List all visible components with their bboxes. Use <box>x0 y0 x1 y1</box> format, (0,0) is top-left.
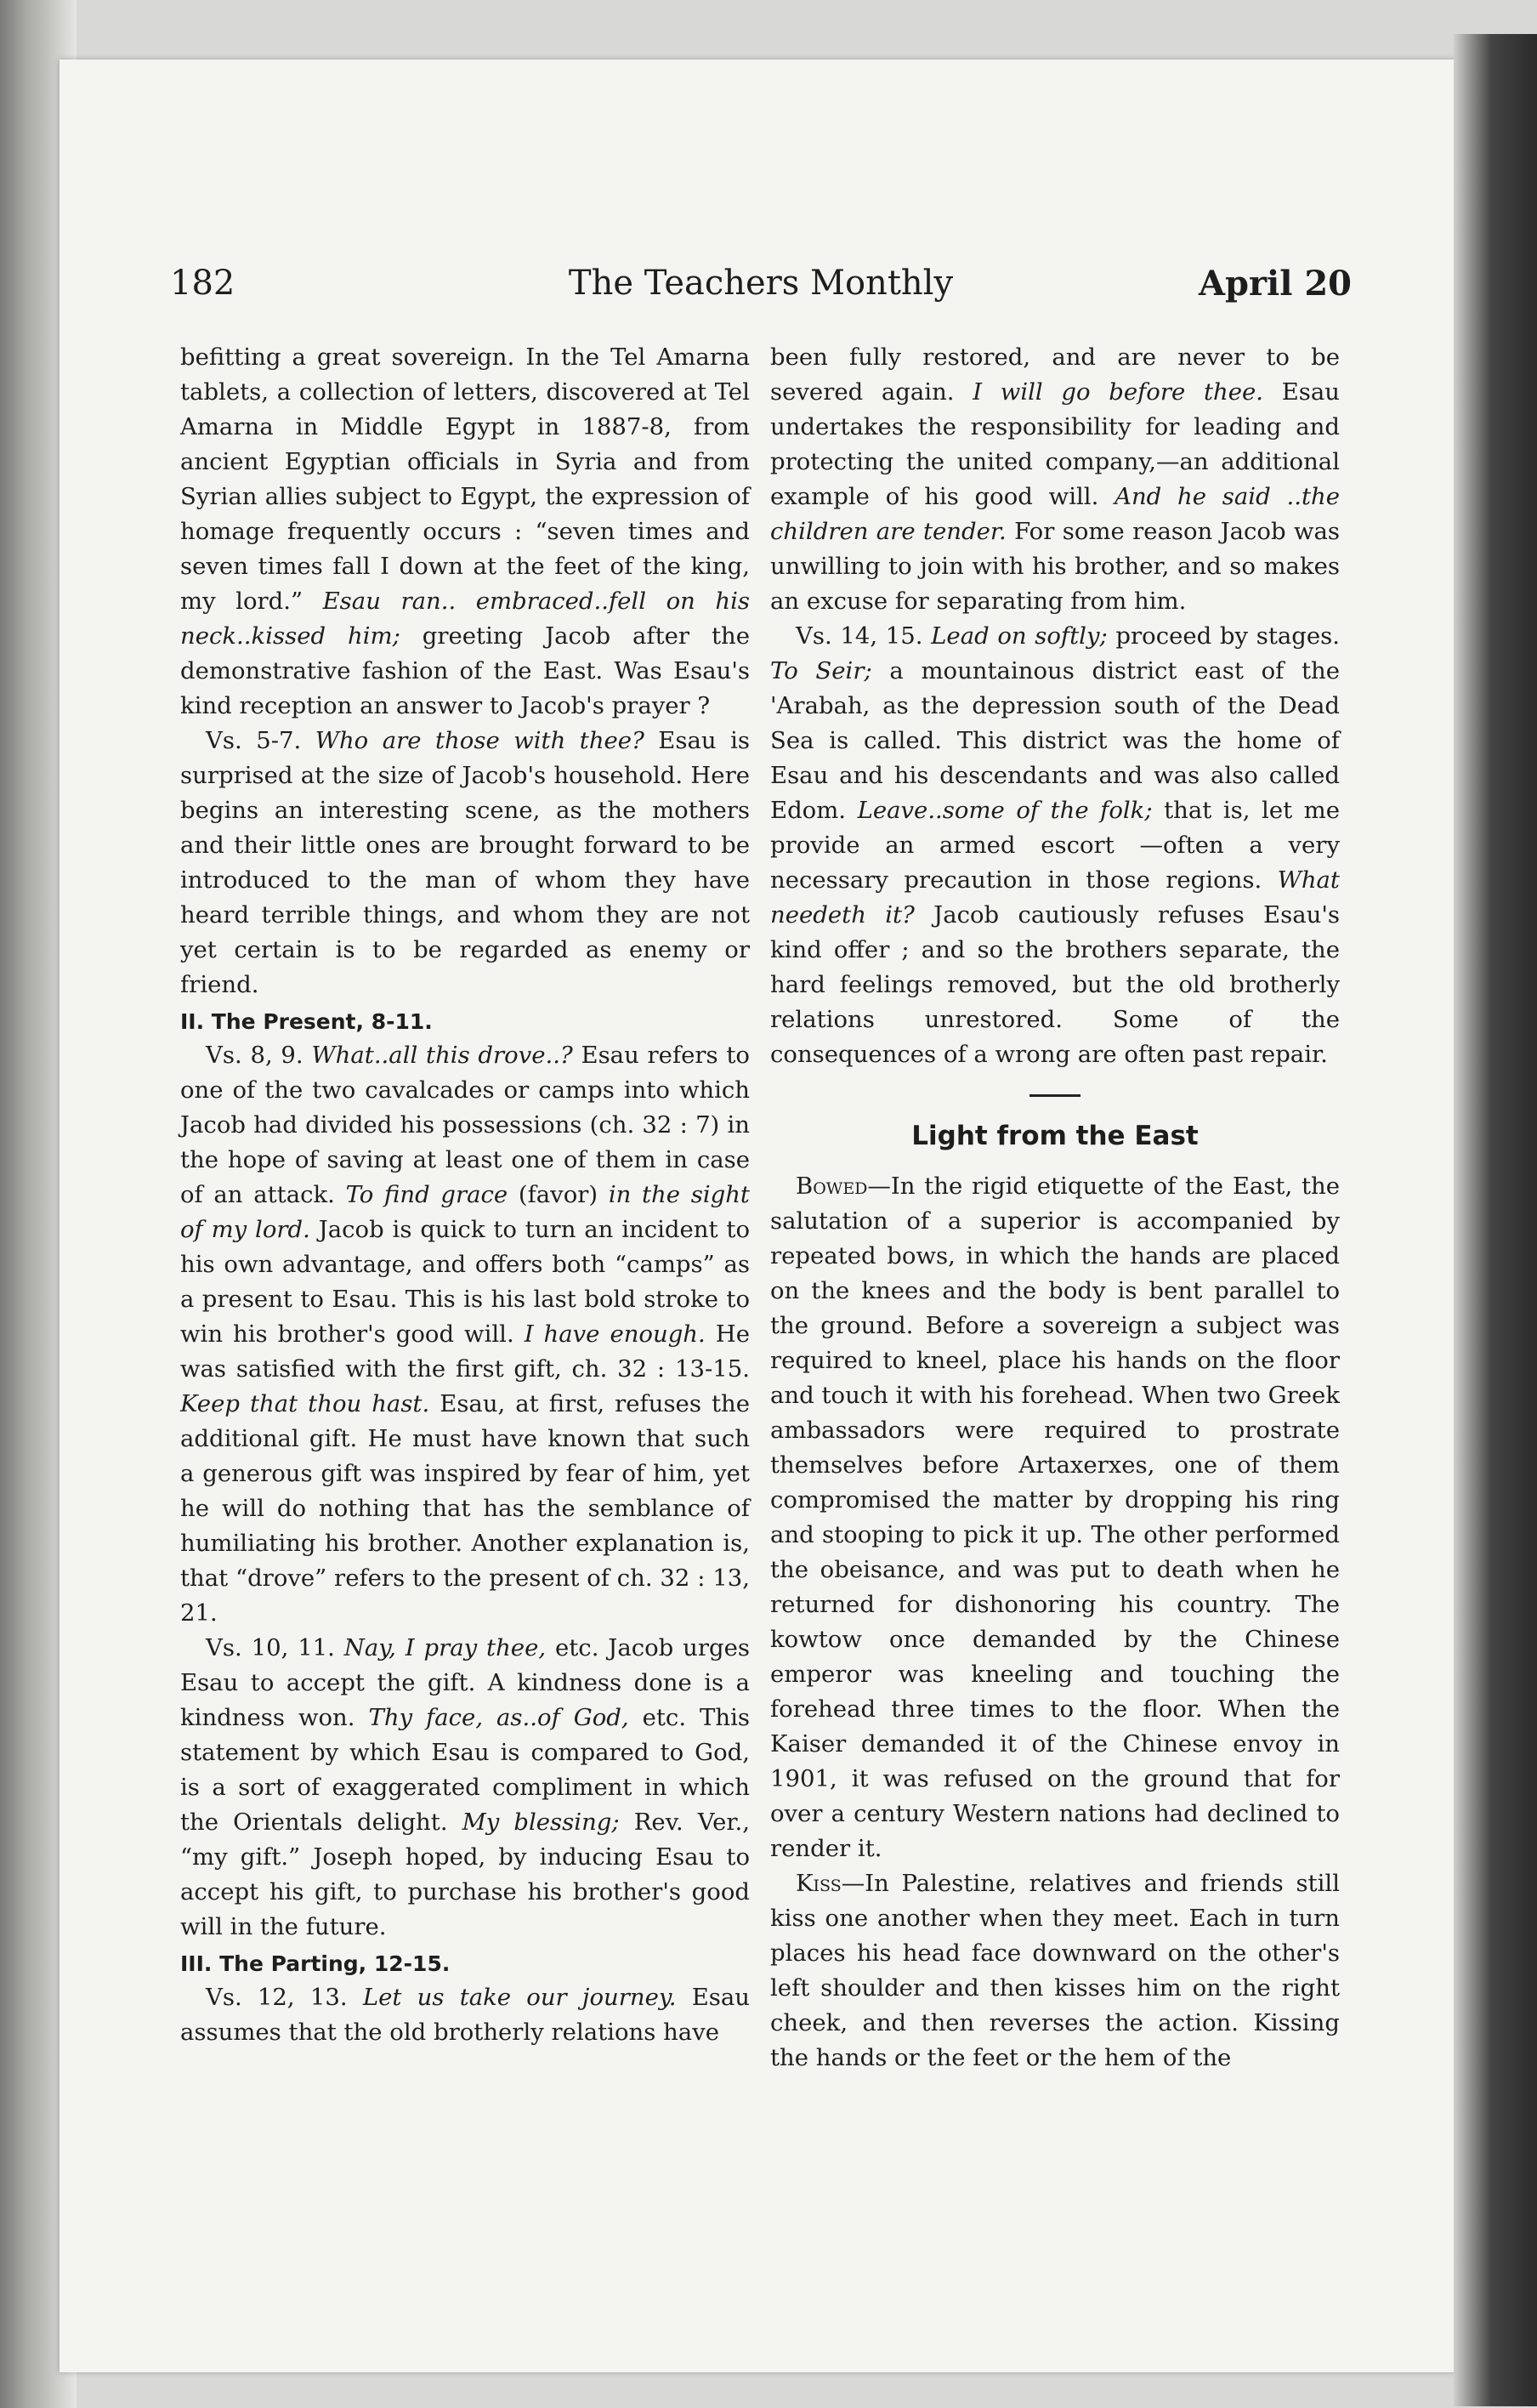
text-run: befitting a great sovereign. In the Tel Amarna tablets, a collection of letters, discovered at Tel Amarna in Middle Egypt in 1887-8, from ancient Egyptian officials in Syria and from Syrian allies subject to Egypt, the expression of homage frequently occurs : “seven times and seven times fall I down at the feet of the king, my lord.” <box>180 344 750 615</box>
text-run: Esau, at first, refuses the additional gift. He must have known that such a generous gift was inspired by fear of him, yet he will do nothing that has the semblance of humiliating his brother. Another explanation is, that “drove” refers to the present of ch. 32 : 13, 21. <box>180 1390 750 1627</box>
text-run: Esau is surprised at the size of Jacob's household. Here begins an interesting scene, as the mothers and their little ones are brought forward to be introduced to the man of whom they have heard terrible things, and whom they are not yet certain is to be regarded as enemy or friend. <box>180 727 750 998</box>
issue-date: April 20 <box>1198 264 1352 304</box>
verse-ref: Vs. 12, 13. <box>206 1984 363 2011</box>
text-run: etc. Jacob urges Esau to accept the gift. A kindness done is a kindness won. <box>180 1634 751 1731</box>
adjacent-page-shadow <box>1454 34 1537 2406</box>
section-divider <box>1029 1094 1080 1097</box>
text-run: Esau undertakes the responsibility for leading and protecting the united company,—an additional example of his good will. <box>770 378 1340 510</box>
scripture-quote: My blessing; <box>462 1809 620 1836</box>
section-heading: II. The Present, 8-11. <box>180 1009 433 1034</box>
paragraph <box>770 340 1340 619</box>
running-head <box>170 264 1352 323</box>
paragraph <box>770 1169 1340 1866</box>
right-column <box>770 340 1340 2076</box>
paragraph <box>770 619 1340 1072</box>
scripture-quote: I will go before thee. <box>973 378 1264 406</box>
scripture-quote: Nay, I pray thee, <box>343 1634 547 1661</box>
scripture-quote: in the sight of my lord. <box>180 1181 750 1243</box>
paragraph <box>180 724 750 1002</box>
section-heading: III. The Parting, 12-15. <box>180 1951 451 1976</box>
scripture-quote: To Seir; <box>770 657 872 684</box>
scripture-quote: Lead on softly; <box>931 622 1108 650</box>
scripture-quote: Thy face, as..of God, <box>368 1704 629 1731</box>
text-run: proceed by stages. <box>1107 622 1341 650</box>
scripture-quote: And he said ..the children are tender. <box>770 483 1340 545</box>
text-run: For some reason Jacob was unwilling to join with his brother, and so makes an excuse for separating from him. <box>770 518 1340 615</box>
paragraph <box>180 1038 750 1631</box>
scripture-quote: Let us take our journey. <box>362 1984 677 2011</box>
scripture-quote: I have enough. <box>524 1320 706 1348</box>
paragraph <box>180 1980 750 2050</box>
scripture-quote: To find grace <box>345 1181 508 1208</box>
journal-title: The Teachers Monthly <box>568 264 954 303</box>
text-run: (favor) <box>508 1181 609 1208</box>
paragraph <box>180 340 750 724</box>
text-run: Jacob is quick to turn an incident to his own advantage, and offers both “camps” as a present to Esau. This is his last bold stroke to win his brother's good will. <box>180 1216 750 1348</box>
text-run: Rev. Ver., “my gift.” Joseph hoped, by inducing Esau to accept his gift, to purchase his brother's good will in the future. <box>180 1809 750 1940</box>
section-title: Light from the East <box>911 1121 1199 1151</box>
run-in-heading: Kiss <box>796 1870 842 1897</box>
text-run: Jacob cautiously refuses Esau's kind offer ; and so the brothers separate, the hard feelings removed, but the old brotherly relations unrestored. Some of the consequences of a wrong are often past repair. <box>770 901 1340 1068</box>
verse-ref: Vs. 10, 11. <box>206 1634 344 1661</box>
text-run: —In Palestine, relatives and friends still kiss one another when they meet. Each in turn places his head face downward on the other's left shoulder and then kisses him on the right cheek, and then reverses the action. Kissing the hands or the feet or the hem of the <box>770 1870 1340 2071</box>
scripture-quote: What..all this drove..? <box>311 1042 573 1069</box>
text-run: He was satisfied with the first gift, ch. 32 : 13-15. <box>180 1320 750 1383</box>
verse-ref: Vs. 14, 15. <box>796 622 932 650</box>
text-run: that is, let me provide an armed escort —often a very necessary precaution in those regions. <box>770 797 1341 894</box>
text-run: etc. This statement by which Esau is compared to God, is a sort of exaggerated compliment in which the Orientals delight. <box>180 1704 750 1836</box>
scripture-quote: What needeth it? <box>770 866 1340 929</box>
text-run: Esau refers to one of the two cavalcades or camps into which Jacob had divided his possessions (ch. 32 : 7) in the hope of saving at least one of them in case of an attack. <box>180 1042 750 1208</box>
scripture-quote: Leave..some of the folk; <box>857 797 1153 824</box>
left-column <box>180 340 750 2050</box>
paragraph <box>770 1866 1340 2076</box>
verse-ref: Vs. 5-7. <box>206 727 315 754</box>
text-run: Esau assumes that the old brotherly relations have <box>180 1984 750 2046</box>
text-run: greeting Jacob after the demonstrative fashion of the East. Was Esau's kind reception an answer to Jacob's prayer ? <box>180 622 750 719</box>
scripture-quote: Keep that thou hast. <box>180 1390 430 1417</box>
verse-ref: Vs. 8, 9. <box>206 1042 312 1069</box>
scripture-quote: Who are those with thee? <box>315 727 644 754</box>
scripture-quote: Esau ran.. embraced..fell on his neck..kissed him; <box>180 588 751 650</box>
text-run: —In the rigid etiquette of the East, the salutation of a superior is accompanied by repeated bows, in which the hands are placed on the knees and the body is bent parallel to the ground. Before a sovereign a subject was required to kneel, place his hands on the floor and touch it with his forehead. When two Greek ambassadors were required to prostrate themselves before Artaxerxes, one of them compromised the matter by dropping his ring and stooping to pick it up. The other performed the obeisance, and was put to death when he returned for dishonoring his country. The kowtow once demanded by the Chinese emperor was kneeling and touching the forehead three times to the floor. When the Kaiser demanded it of the Chinese envoy in 1901, it was refused on the ground that for over a century Western nations had declined to render it. <box>770 1173 1340 1862</box>
text-run: a mountainous district east of the 'Arabah, as the depression south of the Dead Sea is called. This district was the home of Esau and his descendants and was also called Edom. <box>770 657 1341 824</box>
page-number: 182 <box>170 264 235 303</box>
run-in-heading: Bowed <box>796 1173 868 1200</box>
paragraph <box>180 1631 750 1945</box>
text-run: been fully restored, and are never to be severed again. <box>770 344 1340 406</box>
